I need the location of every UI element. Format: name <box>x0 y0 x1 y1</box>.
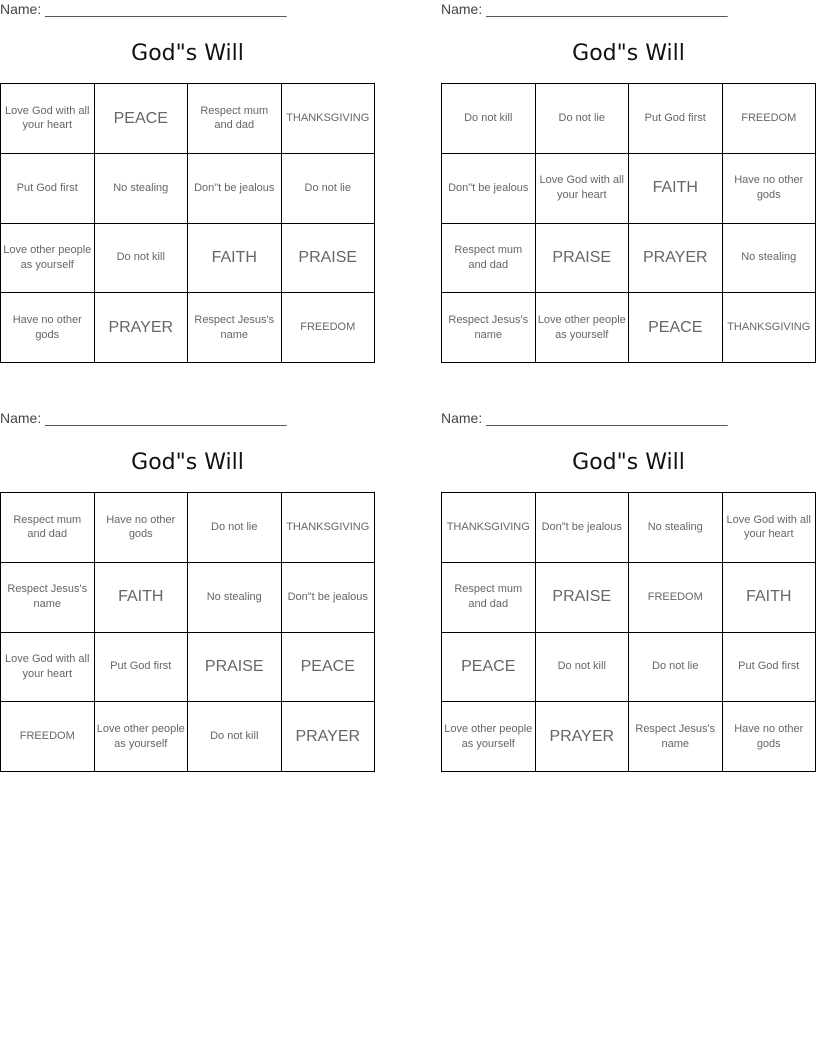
name-field: Name: _______________________________ <box>441 410 728 426</box>
bingo-cell: PRAISE <box>536 563 630 633</box>
bingo-cell: Put God first <box>629 84 723 154</box>
bingo-cell: Put God first <box>95 633 189 703</box>
bingo-cell: No stealing <box>629 493 723 563</box>
bingo-cell: Do not lie <box>536 84 630 154</box>
bingo-cell: THANKSGIVING <box>282 493 376 563</box>
bingo-cell: No stealing <box>95 154 189 224</box>
bingo-grid <box>441 492 816 772</box>
bingo-cell: Love other people as yourself <box>95 702 189 772</box>
card-title: God"s Will <box>131 41 244 66</box>
name-field: Name: _______________________________ <box>441 1 728 17</box>
bingo-cell: Do not kill <box>188 702 282 772</box>
card-title: God"s Will <box>572 450 685 475</box>
bingo-cell: Have no other gods <box>1 293 95 363</box>
bingo-cell: Have no other gods <box>723 154 816 224</box>
name-field: Name: _______________________________ <box>0 410 287 426</box>
bingo-cell: Respect mum and dad <box>188 84 282 154</box>
bingo-cell: FAITH <box>629 154 723 224</box>
bingo-grid <box>441 83 816 363</box>
name-field: Name: _______________________________ <box>0 1 287 17</box>
bingo-cell: THANKSGIVING <box>442 493 536 563</box>
bingo-cell: Love God with all your heart <box>723 493 816 563</box>
bingo-cell: Do not kill <box>536 633 630 703</box>
bingo-cell: PRAYER <box>95 293 189 363</box>
bingo-cell: No stealing <box>188 563 282 633</box>
card-title: God"s Will <box>131 450 244 475</box>
bingo-cell: Love God with all your heart <box>1 633 95 703</box>
bingo-cell: No stealing <box>723 224 816 294</box>
bingo-cell: Don"t be jealous <box>282 563 376 633</box>
bingo-cell: Do not lie <box>629 633 723 703</box>
bingo-cell: Love God with all your heart <box>1 84 95 154</box>
bingo-cell: PRAISE <box>536 224 630 294</box>
bingo-cell: PRAYER <box>536 702 630 772</box>
bingo-cell: FREEDOM <box>1 702 95 772</box>
bingo-cell: Love other people as yourself <box>442 702 536 772</box>
bingo-cell: PRAISE <box>188 633 282 703</box>
bingo-card-1 <box>0 0 375 365</box>
bingo-cell: Respect Jesus's name <box>629 702 723 772</box>
bingo-cell: PRAYER <box>629 224 723 294</box>
bingo-cell: Do not lie <box>188 493 282 563</box>
bingo-cell: Have no other gods <box>95 493 189 563</box>
bingo-cell: Respect mum and dad <box>1 493 95 563</box>
bingo-cell: Love other people as yourself <box>536 293 630 363</box>
bingo-cell: THANKSGIVING <box>723 293 816 363</box>
card-title: God"s Will <box>572 41 685 66</box>
bingo-cell: FAITH <box>95 563 189 633</box>
bingo-cell: PEACE <box>629 293 723 363</box>
bingo-grid <box>0 492 375 772</box>
bingo-card-2 <box>441 0 816 365</box>
bingo-card-3 <box>0 409 375 774</box>
bingo-cell: Do not lie <box>282 154 376 224</box>
bingo-cell: Do not kill <box>95 224 189 294</box>
bingo-cell: Put God first <box>1 154 95 224</box>
bingo-cell: Do not kill <box>442 84 536 154</box>
bingo-cell: Love God with all your heart <box>536 154 630 224</box>
bingo-cell: PRAYER <box>282 702 376 772</box>
bingo-grid <box>0 83 375 363</box>
bingo-cell: PEACE <box>95 84 189 154</box>
bingo-cell: Love other people as yourself <box>1 224 95 294</box>
bingo-card-4 <box>441 409 816 774</box>
bingo-cell: THANKSGIVING <box>282 84 376 154</box>
bingo-cell: FREEDOM <box>723 84 816 154</box>
bingo-cell: Don"t be jealous <box>188 154 282 224</box>
bingo-cell: FAITH <box>723 563 816 633</box>
bingo-cell: Don"t be jealous <box>442 154 536 224</box>
bingo-cell: PRAISE <box>282 224 376 294</box>
bingo-cell: Respect mum and dad <box>442 224 536 294</box>
bingo-cell: Respect Jesus's name <box>188 293 282 363</box>
bingo-cell: Respect mum and dad <box>442 563 536 633</box>
bingo-cell: FREEDOM <box>282 293 376 363</box>
bingo-cell: PEACE <box>282 633 376 703</box>
bingo-cell: Respect Jesus's name <box>442 293 536 363</box>
bingo-cell: Have no other gods <box>723 702 816 772</box>
bingo-cell: Put God first <box>723 633 816 703</box>
bingo-cell: Don"t be jealous <box>536 493 630 563</box>
bingo-cell: PEACE <box>442 633 536 703</box>
bingo-cell: FREEDOM <box>629 563 723 633</box>
bingo-cell: FAITH <box>188 224 282 294</box>
bingo-cell: Respect Jesus's name <box>1 563 95 633</box>
